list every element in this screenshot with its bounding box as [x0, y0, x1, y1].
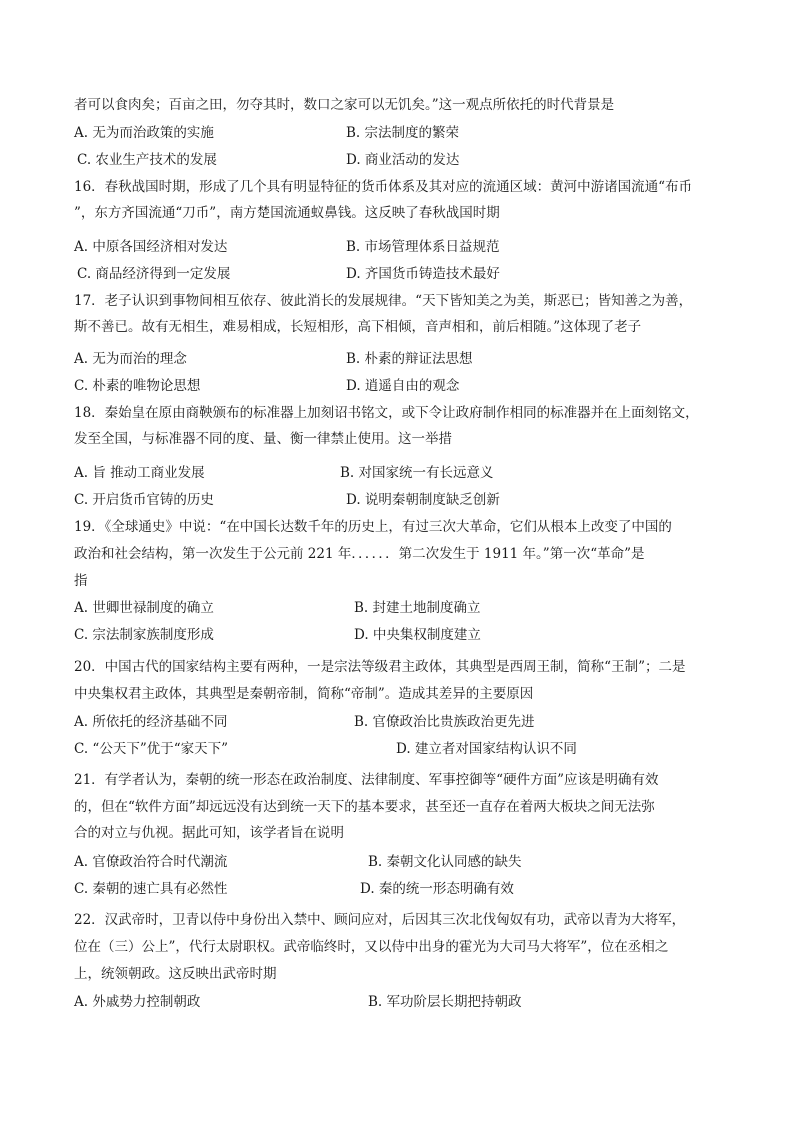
q15-option-c[interactable]: C. 农业生产技术的发展: [77, 152, 217, 168]
q20-option-c[interactable]: C. “公天下”优于“家天下”: [74, 741, 229, 757]
q17-option-d[interactable]: D. 逍遥自由的观念: [346, 378, 460, 394]
q19-option-b[interactable]: B. 封建土地制度确立: [354, 600, 481, 616]
q20-option-b[interactable]: B. 官僚政治比贵族政治更先进: [354, 714, 535, 730]
q21-option-c[interactable]: C. 秦朝的速亡具有必然性: [74, 881, 228, 897]
q16-option-c[interactable]: C. 商品经济得到一定发展: [77, 266, 231, 282]
q15-option-b[interactable]: B. 宗法制度的繁荣: [346, 125, 460, 141]
q15-option-a[interactable]: A. 无为而治政策的实施: [74, 125, 214, 141]
q17-option-b[interactable]: B. 朴素的辩证法思想: [346, 351, 473, 367]
q16-stem-line2: ”，东方齐国流通“刀币”，南方楚国流通蚁鼻钱。这反映了春秋战国时期: [74, 205, 500, 221]
q22-stem-line2: 位在（三）公上”，代行太尉职权。武帝临终时，又以侍中出身的霍光为大司马大将军”，位在丞相之: [74, 939, 669, 955]
q16-option-a[interactable]: A. 中原各国经济相对发达: [74, 239, 228, 255]
q17-option-a[interactable]: A. 无为而治的理念: [74, 351, 187, 367]
q19-stem-line2: 政治和社会结构，第一次发生于公元前 221 年．．．．．．第二次发生于 1911 年。”第一次“革命”是: [74, 546, 645, 562]
q18-option-b[interactable]: B. 对国家统一有长远意义: [340, 465, 494, 481]
q22-stem-line3: 上，统领朝政。这反映出武帝时期: [74, 966, 277, 982]
q21-option-d[interactable]: D. 秦的统一形态明确有效: [360, 881, 514, 897]
q16-stem-line1: 16．春秋战国时期，形成了几个具有明显特征的货币体系及其对应的流通区域：黄河中游诸国流通“布币: [74, 179, 693, 195]
q15-option-d[interactable]: D. 商业活动的发达: [346, 152, 460, 168]
q22-option-b[interactable]: B. 军功阶层长期把持朝政: [368, 994, 522, 1010]
q21-stem-line3: 合的对立与仇视。据此可知，该学者旨在说明: [74, 825, 344, 841]
q20-stem-line2: 中央集权君主政体，其典型是秦朝帝制，简称“帝制”。造成其差异的主要原因: [74, 686, 534, 702]
q18-option-a[interactable]: A. 旨 推动工商业发展: [74, 465, 205, 481]
q15-stem-tail: 者可以食肉矣；百亩之田，勿夺其时，数口之家可以无饥矣。”这一观点所依托的时代背景是: [74, 97, 615, 113]
q19-stem-line3: 指: [74, 573, 88, 589]
q22-stem-line1: 22．汉武帝时，卫青以侍中身份出入禁中、顾问应对，后因其三次北伐匈奴有功，武帝以青为大将军，: [74, 912, 686, 928]
q17-option-c[interactable]: C. 朴素的唯物论思想: [74, 378, 201, 394]
q21-option-a[interactable]: A. 官僚政治符合时代潮流: [74, 854, 228, 870]
q20-option-d[interactable]: D. 建立者对国家结构认识不同: [396, 741, 577, 757]
q16-option-d[interactable]: D. 齐国货币铸造技术最好: [346, 266, 500, 282]
q18-stem-line2: 发至全国，与标准器不同的度、量、衡一律禁止使用。这一举措: [74, 431, 452, 447]
q18-option-c[interactable]: C. 开启货币官铸的历史: [74, 492, 214, 508]
q17-stem-line1: 17．老子认识到事物间相互依存、彼此消长的发展规律。“天下皆知美之为美，斯恶已；皆知善之为善，: [74, 293, 693, 309]
q20-option-a[interactable]: A. 所依托的经济基础不同: [74, 714, 228, 730]
q21-stem-line2: 的，但在“软件方面”却远远没有达到统一天下的基本要求，甚至还一直存在着两大板块之间无法弥: [74, 799, 655, 815]
q20-stem-line1: 20．中国古代的国家结构主要有两种，一是宗法等级君主政体，其典型是西周王制，简称“王制”；二是: [74, 659, 686, 675]
q18-option-d[interactable]: D. 说明秦朝制度缺乏创新: [346, 492, 500, 508]
q18-stem-line1: 18．秦始皇在原由商鞅颁布的标准器上加刻诏书铭文，或下令让政府制作相同的标准器并在上面刻铭文，: [74, 405, 699, 421]
q19-option-a[interactable]: A. 世卿世禄制度的确立: [74, 600, 214, 616]
q16-option-b[interactable]: B. 市场管理体系日益规范: [346, 239, 500, 255]
q21-option-b[interactable]: B. 秦朝文化认同感的缺失: [368, 854, 522, 870]
q21-stem-line1: 21．有学者认为，秦朝的统一形态在政治制度、法律制度、军事控御等“硬件方面”应该是明确有效: [74, 772, 659, 788]
q22-option-a[interactable]: A. 外戚势力控制朝政: [74, 994, 201, 1010]
q19-stem-line1: 19．《全球通史》中说：“在中国长达数千年的历史上，有过三次大革命，它们从根本上改变了中国的: [74, 519, 672, 535]
q17-stem-line2: 斯不善已。故有无相生，难易相成，长短相形，高下相倾，音声相和，前后相随。”这体现了老子: [74, 319, 642, 335]
q19-option-c[interactable]: C. 宗法制家族制度形成: [74, 627, 214, 643]
q19-option-d[interactable]: D. 中央集权制度建立: [354, 627, 481, 643]
